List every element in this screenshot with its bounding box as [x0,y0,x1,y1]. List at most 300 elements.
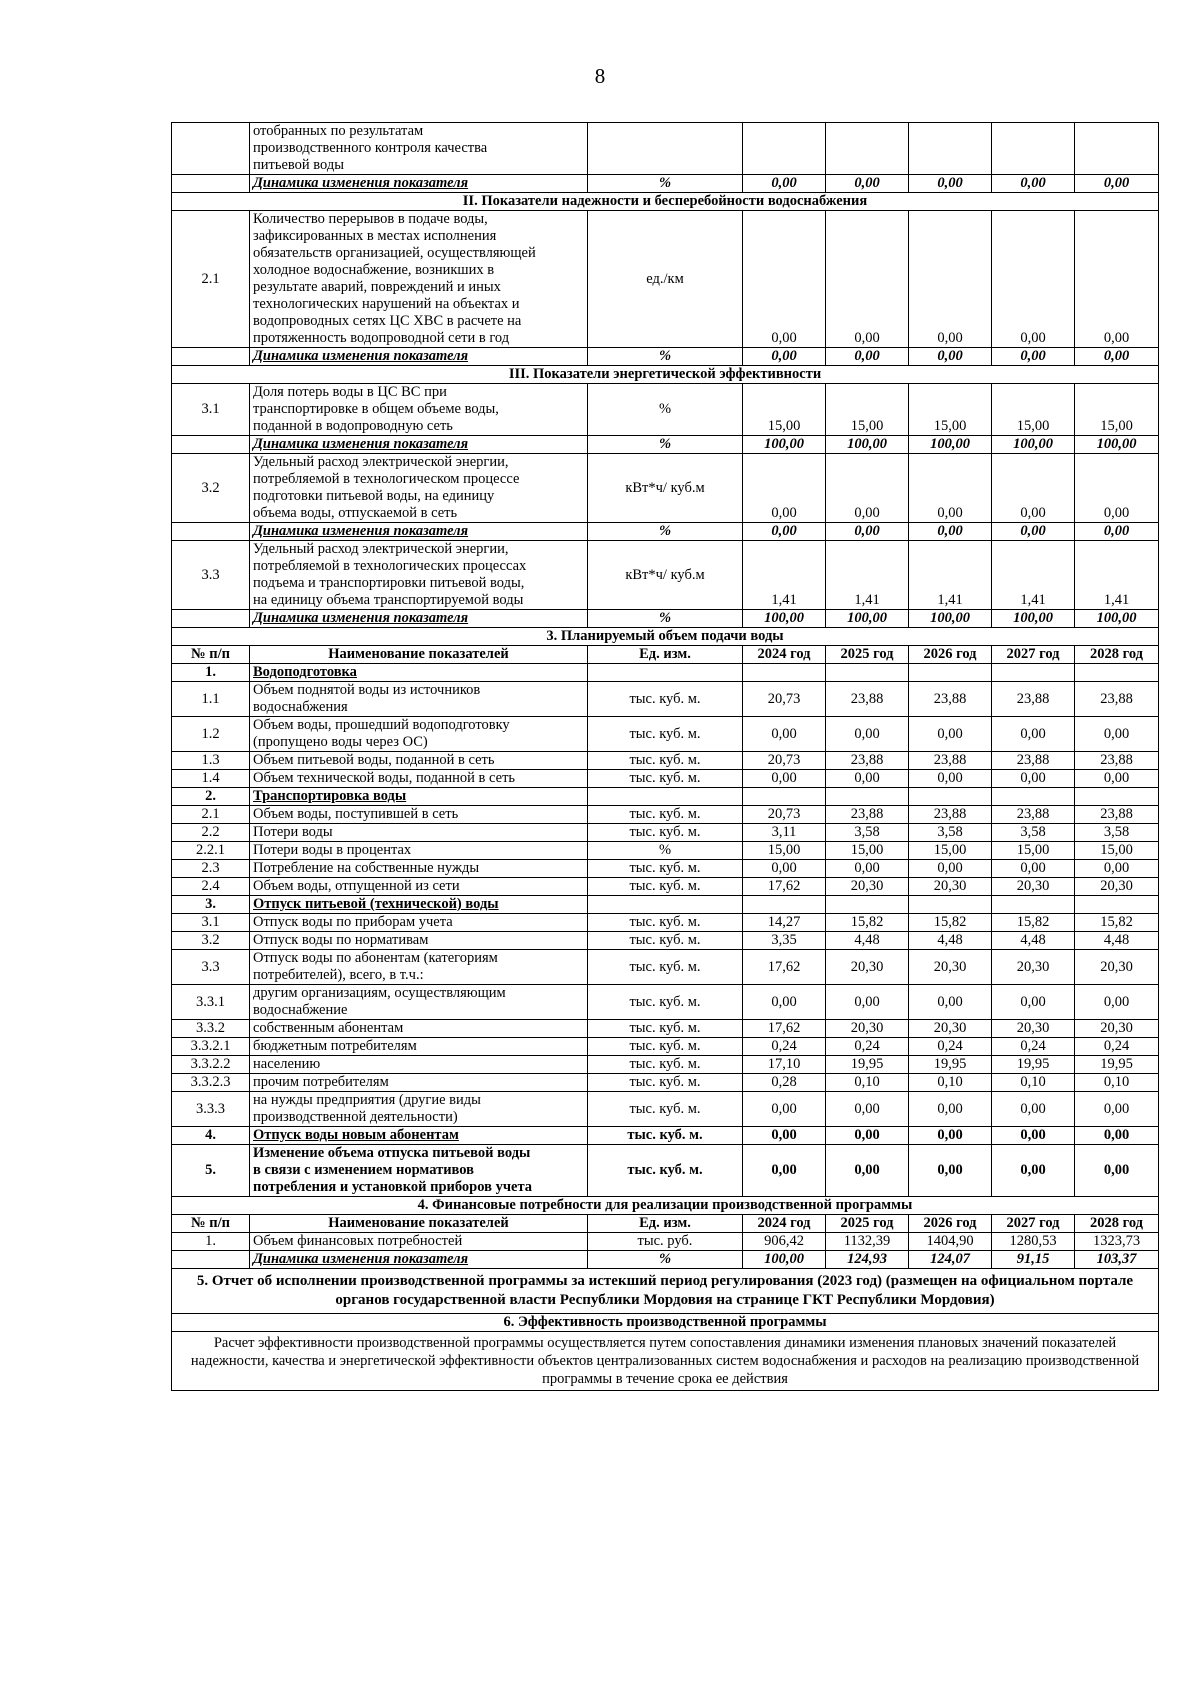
row-unit: % [588,384,743,436]
name-line: Потери воды в процентах [253,842,412,858]
row-number: 3.3.2.3 [172,1074,250,1092]
row-name: Динамика изменения показателя [250,348,588,366]
name-line: Удельный расход электрической энергии, [253,541,509,557]
column-header: Ед. изм. [588,1215,743,1233]
row-value: 19,95 [909,1056,992,1074]
row-value: 17,62 [743,1020,826,1038]
row-name [250,1038,588,1056]
section-heading-title: II. Показатели надежности и бесперебойности водоснабжения [172,193,1159,211]
row-value: 17,62 [743,950,826,985]
row-number [172,436,250,454]
row-value: 91,15 [992,1251,1075,1269]
row-unit: тыс. куб. м. [588,770,743,788]
name-line: Транспортировка воды [253,788,407,804]
row-name [250,985,588,1020]
row-value: 0,00 [909,348,992,366]
row-unit: % [588,1251,743,1269]
section6-heading [172,1314,1159,1332]
row-value: 20,30 [1075,878,1159,896]
row-value [992,664,1075,682]
row-value: 0,00 [826,1127,909,1145]
row-value: 15,00 [1075,842,1159,860]
row-value: 3,58 [826,824,909,842]
row-value: 4,48 [826,932,909,950]
row-value [1075,788,1159,806]
column-header: 2027 год [992,646,1075,664]
row-number: 3.3.2.2 [172,1056,250,1074]
row-value: 20,30 [1075,1020,1159,1038]
column-header: № п/п [172,1215,250,1233]
row-number: 3.1 [172,914,250,932]
row-number: 1.4 [172,770,250,788]
supply-row [172,664,1159,682]
row-value: 0,24 [826,1038,909,1056]
row-value: 1132,39 [826,1233,909,1251]
row-number [172,123,250,175]
row-value: 23,88 [992,806,1075,824]
row-number: 3.3.3 [172,1092,250,1127]
section6-heading-title: 6. Эффективность производственной программы [172,1314,1159,1332]
supply-row [172,682,1159,717]
supply-row [172,878,1159,896]
name-line: водопроводных сетях ЦС ХВС в расчете на [253,313,522,329]
row-value: 15,82 [909,914,992,932]
row-value [909,896,992,914]
page-number: 8 [594,64,606,88]
row-value: 3,58 [992,824,1075,842]
finance-row [172,1233,1159,1251]
row-name [250,788,588,806]
row-value: 0,00 [826,860,909,878]
supply-row [172,788,1159,806]
indicator-row [172,610,1159,628]
row-value: 0,00 [1075,1145,1159,1197]
row-value: 0,00 [826,1092,909,1127]
row-value: 0,00 [826,717,909,752]
row-value: 20,30 [1075,950,1159,985]
row-number: 1. [172,1233,250,1251]
row-value: 20,30 [826,1020,909,1038]
supply-row [172,752,1159,770]
row-value: 0,10 [909,1074,992,1092]
name-line: Объем воды, отпущенной из сети [253,878,460,894]
row-unit: кВт*ч/ куб.м [588,454,743,523]
name-line: Отпуск воды по приборам учета [253,914,453,930]
row-value: 100,00 [909,610,992,628]
row-name: Динамика изменения показателя [250,523,588,541]
row-number [172,1251,250,1269]
row-value: 0,24 [1075,1038,1159,1056]
row-unit: тыс. куб. м. [588,1074,743,1092]
indicator-row [172,384,1159,436]
row-value: 4,48 [992,932,1075,950]
row-value: 0,00 [992,860,1075,878]
section5-row [172,1269,1159,1314]
row-name [250,752,588,770]
row-unit: тыс. куб. м. [588,860,743,878]
row-value: 15,00 [909,842,992,860]
section6-row [172,1332,1159,1391]
row-name [250,1092,588,1127]
section5-text: 5. Отчет об исполнении производственной программы за истекший период регулирования (2023 год) (размещен на официальном портале органов государственной власти Республики Мордовия на странице ГКТ Республики Мордовия) [172,1269,1159,1314]
row-value: 0,00 [909,770,992,788]
row-value: 3,35 [743,932,826,950]
row-value [909,664,992,682]
row-number: 2.2.1 [172,842,250,860]
row-unit [588,123,743,175]
row-number [172,610,250,628]
row-name [250,1020,588,1038]
column-header: 2024 год [743,1215,826,1233]
name-line: питьевой воды [253,157,344,173]
supply-row [172,806,1159,824]
row-value [826,664,909,682]
name-line: на единицу объема транспортируемой воды [253,592,524,608]
supply-row [172,842,1159,860]
section-heading-title: III. Показатели энергетической эффективности [172,366,1159,384]
row-name [250,950,588,985]
row-value: 3,58 [1075,824,1159,842]
row-value: 20,30 [992,1020,1075,1038]
row-value: 0,00 [1075,770,1159,788]
name-line: Объем воды, поступившей в сеть [253,806,459,822]
row-value: 0,00 [992,1127,1075,1145]
row-value: 124,93 [826,1251,909,1269]
name-line: Отпуск питьевой (технической) воды [253,896,499,912]
row-number: 3.3.1 [172,985,250,1020]
name-line: подъема и транспортировки питьевой воды, [253,575,525,591]
row-name [250,1145,588,1197]
name-line: Потери воды [253,824,333,840]
name-line: Объем технической воды, поданной в сеть [253,770,516,786]
supply-row [172,1038,1159,1056]
row-value: 0,00 [909,523,992,541]
row-unit: тыс. куб. м. [588,1145,743,1197]
row-value: 0,00 [992,1092,1075,1127]
row-number: 2.4 [172,878,250,896]
row-value: 0,00 [1075,717,1159,752]
row-unit: тыс. куб. м. [588,1127,743,1145]
row-number: 3.3 [172,541,250,610]
name-line: Объем воды, прошедший водоподготовку [253,717,510,733]
supply-row [172,950,1159,985]
row-value: 23,88 [826,752,909,770]
indicator-row [172,541,1159,610]
row-value: 0,28 [743,1074,826,1092]
row-value: 19,95 [1075,1056,1159,1074]
row-value: 0,00 [992,523,1075,541]
row-value [992,788,1075,806]
section4-heading [172,1197,1159,1215]
name-line: потребляемой в технологическом процессе [253,471,520,487]
name-line: Доля потерь воды в ЦС ВС при [253,384,447,400]
row-value: 15,82 [992,914,1075,932]
supply-row [172,770,1159,788]
row-name [250,123,588,175]
row-number [172,175,250,193]
row-value: 0,00 [826,211,909,348]
name-line: Отпуск воды по абонентам (категориям [253,950,498,966]
row-name [250,454,588,523]
column-header: Наименование показателей [250,1215,588,1233]
row-value: 23,88 [1075,752,1159,770]
row-value: 20,30 [909,1020,992,1038]
row-value: 0,00 [743,1092,826,1127]
row-value: 1280,53 [992,1233,1075,1251]
row-unit: тыс. куб. м. [588,682,743,717]
name-line: прочим потребителям [253,1074,389,1090]
supply-row [172,717,1159,752]
column-header: 2028 год [1075,646,1159,664]
name-line: холодное водоснабжение, возникших в [253,262,495,278]
row-value: 23,88 [1075,682,1159,717]
row-name [250,770,588,788]
row-value: 0,00 [826,770,909,788]
row-value: 23,88 [909,752,992,770]
row-name [250,211,588,348]
section4-heading-title: 4. Финансовые потребности для реализации производственной программы [172,1197,1159,1215]
supply-row [172,1074,1159,1092]
supply-row [172,1145,1159,1197]
row-value: 0,10 [992,1074,1075,1092]
name-line: транспортировке в общем объеме воды, [253,401,499,417]
row-name [250,1233,588,1251]
row-value [826,123,909,175]
row-number: 2.2 [172,824,250,842]
row-number: 1.3 [172,752,250,770]
indicators-table [171,122,1159,1391]
column-header: 2028 год [1075,1215,1159,1233]
indicator-row [172,523,1159,541]
name-line: потребляемой в технологических процессах [253,558,527,574]
row-value: 0,24 [909,1038,992,1056]
row-unit: тыс. куб. м. [588,878,743,896]
row-value: 0,24 [992,1038,1075,1056]
name-line: на нужды предприятия (другие виды [253,1092,481,1108]
column-header: 2025 год [826,1215,909,1233]
name-line: производственного контроля качества [253,140,488,156]
name-line: Удельный расход электрической энергии, [253,454,509,470]
column-header: 2026 год [909,646,992,664]
row-value: 0,00 [992,348,1075,366]
row-value: 0,00 [743,770,826,788]
row-value: 0,00 [743,985,826,1020]
name-line: объема воды, отпускаемой в сеть [253,505,458,521]
row-value: 15,00 [826,384,909,436]
row-value: 1,41 [992,541,1075,610]
row-value: 0,00 [909,1127,992,1145]
row-value: 17,10 [743,1056,826,1074]
row-value: 20,30 [909,878,992,896]
supply-row [172,860,1159,878]
row-number [172,523,250,541]
indicator-row [172,175,1159,193]
section3-heading-title: 3. Планируемый объем подачи воды [172,628,1159,646]
row-value [909,123,992,175]
indicator-row [172,211,1159,348]
column-header: 2026 год [909,1215,992,1233]
column-header: 2025 год [826,646,909,664]
row-unit: % [588,436,743,454]
indicator-row [172,454,1159,523]
row-value: 0,00 [826,523,909,541]
row-unit: тыс. куб. м. [588,1038,743,1056]
row-value: 0,00 [992,211,1075,348]
row-value [743,123,826,175]
row-value: 1323,73 [1075,1233,1159,1251]
name-line: Количество перерывов в подаче воды, [253,211,488,227]
section3-header [172,646,1159,664]
row-unit: тыс. куб. м. [588,806,743,824]
supply-row [172,1056,1159,1074]
supply-row [172,985,1159,1020]
name-line: отобранных по результатам [253,123,424,139]
row-value: 0,00 [909,860,992,878]
row-value: 0,00 [992,985,1075,1020]
row-name [250,932,588,950]
row-value [1075,664,1159,682]
row-value: 15,82 [1075,914,1159,932]
row-value [992,896,1075,914]
row-value: 4,48 [909,932,992,950]
name-line: подготовки питьевой воды, на единицу [253,488,495,504]
row-unit: тыс. куб. м. [588,985,743,1020]
row-name [250,1127,588,1145]
row-value [992,123,1075,175]
row-unit: тыс. куб. м. [588,932,743,950]
row-value: 0,00 [909,985,992,1020]
name-line: производственной деятельности) [253,1109,458,1125]
row-value: 906,42 [743,1233,826,1251]
row-number: 3.3.2 [172,1020,250,1038]
row-value: 0,00 [826,348,909,366]
row-name [250,860,588,878]
row-value: 19,95 [826,1056,909,1074]
row-value: 23,88 [826,682,909,717]
row-unit [588,896,743,914]
name-line: водоснабжение [253,1002,348,1018]
row-value: 0,00 [826,454,909,523]
row-name: Динамика изменения показателя [250,1251,588,1269]
row-value: 0,00 [909,175,992,193]
row-unit: % [588,175,743,193]
section-heading [172,193,1159,211]
row-unit: % [588,348,743,366]
name-line: в связи с изменением нормативов [253,1162,474,1178]
row-number: 1.2 [172,717,250,752]
row-value: 100,00 [743,1251,826,1269]
supply-row [172,824,1159,842]
row-value: 0,00 [909,1092,992,1127]
name-line: протяженность водопроводной сети в год [253,330,510,346]
name-line: потребителей), всего, в т.ч.: [253,967,424,983]
row-number [172,348,250,366]
name-line: Объем питьевой воды, поданной в сеть [253,752,495,768]
row-name [250,914,588,932]
row-name [250,878,588,896]
row-name: Динамика изменения показателя [250,175,588,193]
name-line: собственным абонентам [253,1020,404,1036]
finance-row [172,1251,1159,1269]
row-number: 2.1 [172,211,250,348]
name-line: Изменение объема отпуска питьевой воды [253,1145,531,1161]
row-value: 0,00 [743,211,826,348]
name-line: водоснабжения [253,699,348,715]
row-value: 100,00 [826,610,909,628]
name-line: бюджетным потребителям [253,1038,417,1054]
row-name: Динамика изменения показателя [250,610,588,628]
row-value: 0,00 [992,770,1075,788]
row-unit: тыс. куб. м. [588,752,743,770]
row-unit: % [588,842,743,860]
row-name [250,1056,588,1074]
name-line: Потребление на собственные нужды [253,860,480,876]
column-header: Ед. изм. [588,646,743,664]
row-name: Динамика изменения показателя [250,436,588,454]
row-value: 0,10 [1075,1074,1159,1092]
section-heading [172,366,1159,384]
name-line: потребления и установкой приборов учета [253,1179,532,1195]
row-value: 0,00 [1075,985,1159,1020]
row-value: 20,73 [743,682,826,717]
row-number: 2.1 [172,806,250,824]
row-value: 1404,90 [909,1233,992,1251]
row-value: 0,00 [743,454,826,523]
row-number: 3. [172,896,250,914]
row-unit: ед./км [588,211,743,348]
row-unit: тыс. куб. м. [588,824,743,842]
name-line: (пропущено воды через ОС) [253,734,428,750]
row-name [250,806,588,824]
row-value [743,788,826,806]
row-name [250,896,588,914]
row-unit: тыс. куб. м. [588,717,743,752]
row-name [250,717,588,752]
row-unit: тыс. куб. м. [588,1092,743,1127]
name-line: Объем поднятой воды из источников [253,682,481,698]
row-number: 3.1 [172,384,250,436]
name-line: технологических нарушений на объектах и [253,296,520,312]
row-value: 15,00 [992,384,1075,436]
row-value: 0,00 [1075,1092,1159,1127]
row-value: 100,00 [743,436,826,454]
row-unit: % [588,523,743,541]
row-value: 15,00 [826,842,909,860]
row-value: 0,00 [1075,211,1159,348]
row-unit: % [588,610,743,628]
row-unit: тыс. куб. м. [588,914,743,932]
name-line: Отпуск воды по нормативам [253,932,429,948]
row-unit: тыс. куб. м. [588,1056,743,1074]
row-value [743,896,826,914]
row-value: 15,00 [909,384,992,436]
row-value: 20,30 [992,878,1075,896]
row-value: 0,00 [909,211,992,348]
supply-row [172,932,1159,950]
row-value: 4,48 [1075,932,1159,950]
supply-row [172,914,1159,932]
row-number: 2.3 [172,860,250,878]
row-unit: тыс. куб. м. [588,1020,743,1038]
row-value: 23,88 [1075,806,1159,824]
name-line: населению [253,1056,321,1072]
name-line: поданной в водопроводную сеть [253,418,453,434]
row-name [250,824,588,842]
row-value: 1,41 [826,541,909,610]
row-value: 0,00 [826,175,909,193]
row-value: 1,41 [1075,541,1159,610]
row-value [826,896,909,914]
